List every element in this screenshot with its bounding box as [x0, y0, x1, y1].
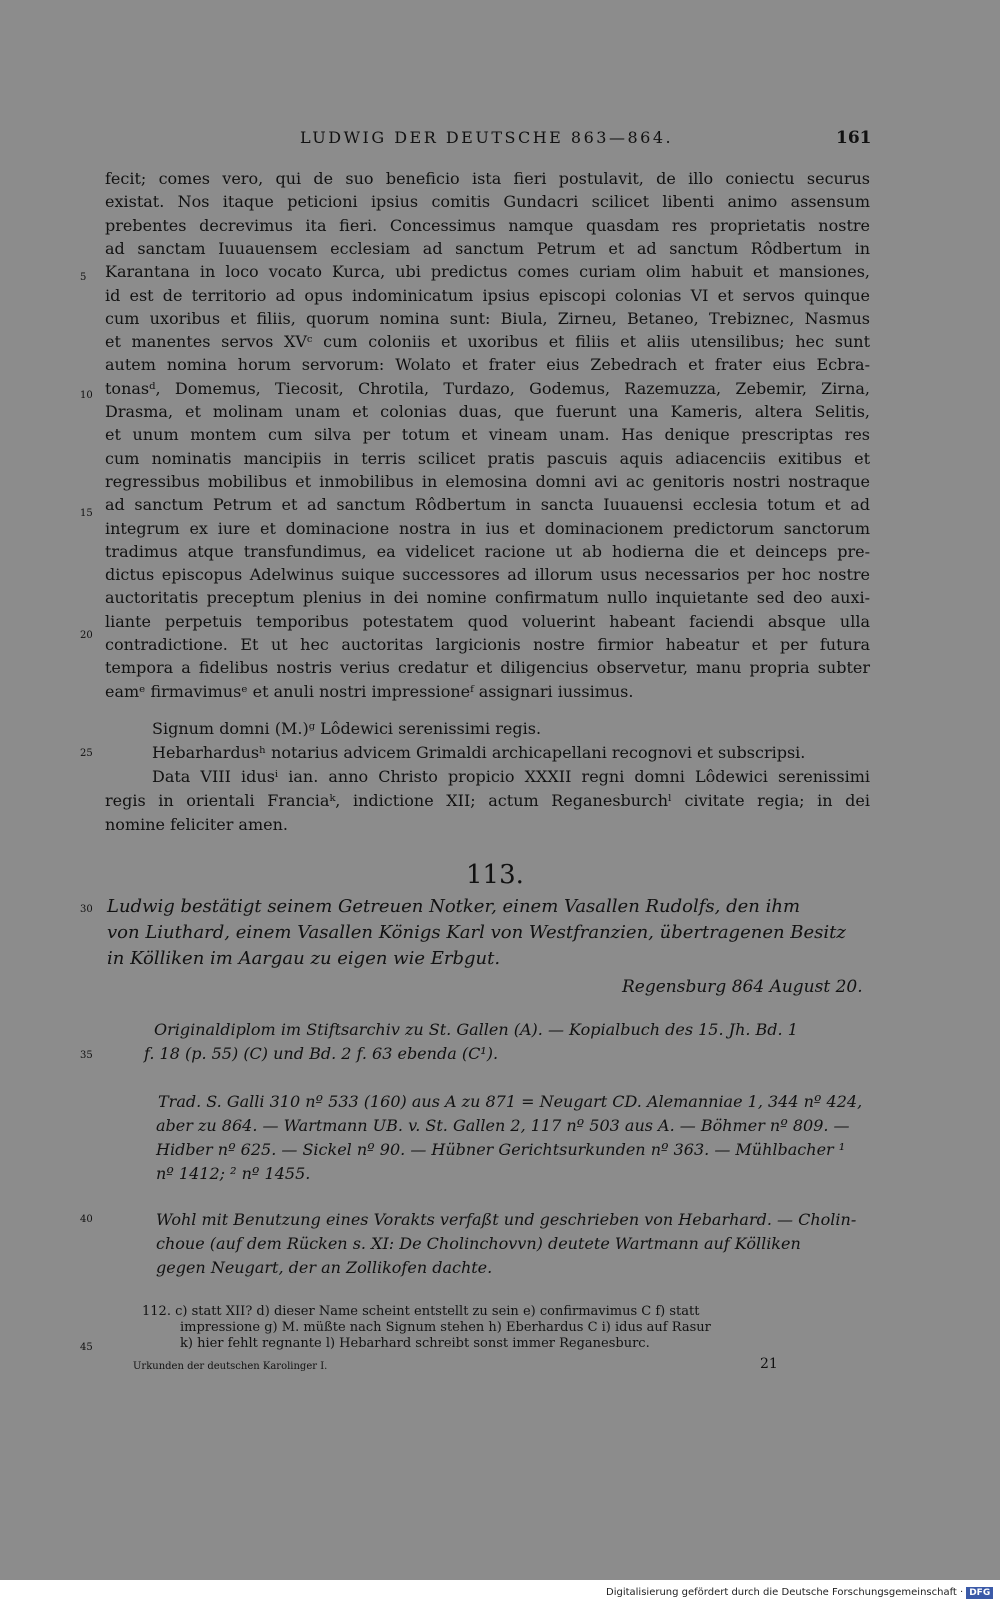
charter-line: eamᵉ firmavimusᵉ et anuli nostri impressioneᶠ assignari iussimus.	[105, 681, 634, 701]
page-number: 161	[836, 128, 872, 148]
margin-number: 45	[80, 1342, 93, 1353]
digitization-footer	[606, 1587, 993, 1599]
charter-line: auctoritatis preceptum plenius in dei nomine confirmatum nullo inquietante sed deo auxi-	[105, 588, 870, 608]
margin-number: 40	[80, 1214, 93, 1225]
charter-line: fecit; comes vero, qui de suo beneficio ista fieri postulavit, de illo coniectu securus	[105, 169, 870, 188]
margin-number: 5	[80, 272, 87, 283]
data-line-3: nomine feliciter amen.	[105, 815, 288, 834]
commentary-line-3: gegen Neugart, der an Zollikofen dachte.	[156, 1258, 493, 1277]
charter-line: cum uxoribus et filiis, quorum nomina sunt: Biula, Zirneu, Betaneo, Trebiznec, Nasmus	[105, 308, 870, 328]
recognition-line: Hebarhardusʰ notarius advicem Grimaldi archicapellani recognovi et subscripsi.	[152, 743, 806, 762]
literature-line-2: aber zu 864. — Wartmann UB. v. St. Gallen 2, 117 nº 503 aus A. — Böhmer nº 809. —	[156, 1116, 850, 1135]
source-line-1: Originaldiplom im Stiftsarchiv zu St. Gallen (A). — Kopialbuch des 15. Jh. Bd. 1	[154, 1020, 798, 1039]
commentary-line-1: Wohl mit Benutzung eines Vorakts verfaßt und geschrieben von Hebarhard. — Cholin-	[156, 1210, 857, 1229]
footnote-line-1: 112. c) statt XII? d) dieser Name scheint entstellt zu sein e) confirmavimus C f) statt	[142, 1304, 700, 1319]
charter-line: integrum ex iure et dominacione nostra in ius et dominacionem predictorum sanctorum	[105, 518, 870, 538]
charter-line: Drasma, et molinam unam et colonias duas, que fuerunt una Kameris, altera Selitis,	[105, 402, 870, 421]
signature-mark: Urkunden der deutschen Karolinger I.	[133, 1361, 328, 1372]
margin-number: 30	[80, 904, 93, 915]
charter-line: liante perpetuis temporibus potestatem quod voluerint habeant faciendi absque ulla	[105, 611, 870, 631]
regest-line-1: Ludwig bestätigt seinem Getreuen Notker, einem Vasallen Rudolfs, den ihm	[107, 896, 801, 917]
margin-number: 20	[80, 630, 93, 641]
document-number: 113.	[466, 860, 524, 890]
data-line-2: regis in orientali Franciaᵏ, indictione XII; actum Reganesburchˡ civitate regia; in dei	[105, 791, 870, 810]
charter-line: existat. Nos itaque peticioni ipsius comitis Gundacri scilicet libenti animo assensum	[105, 192, 870, 212]
charter-line: autem nomina horum servorum: Wolato et frater eius Zebedrach et frater eius Ecbra-	[105, 355, 870, 375]
charter-line: cum nominatis mancipiis in terris scilicet pratis pascuis aquis adiacenciis exitibus et	[105, 448, 870, 468]
charter-line: contradictione. Et ut hec auctoritas largicionis nostre firmior habeatur et per futura	[105, 635, 870, 654]
dfg-logo: DFG	[966, 1587, 993, 1599]
charter-line: et manentes servos XVᶜ cum coloniis et uxoribus et filiis et aliis utensilibus; hec sunt	[105, 332, 870, 352]
charter-line: ad sanctum Petrum et ad sanctum Rôdbertum in sancta Iuuauensi ecclesia totum et ad	[105, 495, 870, 515]
charter-line: tonasᵈ, Domemus, Tiecosit, Chrotila, Turdazo, Godemus, Razemuzza, Zebemir, Zirna,	[105, 378, 870, 398]
charter-line: et unum montem cum silva per totum et vineam unam. Has denique prescriptas res	[105, 425, 870, 445]
charter-line: ad sanctam Iuuauensem ecclesiam ad sanctum Petrum et ad sanctum Rôdbertum in	[105, 238, 870, 258]
charter-line: dictus episcopus Adelwinus suique successores ad illorum usus necessarios per hoc nostre	[105, 565, 870, 585]
footnote-line-3: k) hier fehlt regnante l) Hebarhard schreibt sonst immer Reganesburc.	[180, 1336, 650, 1351]
charter-line: regressibus mobilibus et inmobilibus in elemosina domni avi ac genitoris nostri nostraque	[105, 471, 870, 491]
literature-line-3: Hidber nº 625. — Sickel nº 90. — Hübner Gerichtsurkunden nº 363. — Mühlbacher ¹	[156, 1140, 846, 1159]
footnote-line-2: impressione g) M. müßte nach Signum stehen h) Eberhardus C i) idus auf Rasur	[180, 1320, 711, 1335]
regest-line-2: von Liuthard, einem Vasallen Königs Karl von Westfranzien, übertragenen Besitz	[107, 922, 846, 943]
running-title: LUDWIG DER DEUTSCHE 863—864.	[300, 128, 674, 147]
source-line-2: f. 18 (p. 55) (C) und Bd. 2 f. 63 ebenda (C¹).	[144, 1044, 499, 1063]
margin-number: 10	[80, 390, 93, 401]
data-line-1: Data VIII idusⁱ ian. anno Christo propicio XXXII regni domni Lôdewici serenissimi	[152, 767, 870, 786]
regest-line-3: in Kölliken im Aargau zu eigen wie Erbgut.	[107, 948, 501, 969]
charter-line: Karantana in loco vocato Kurca, ubi predictus comes curiam olim habuit et mansiones,	[105, 262, 870, 282]
charter-line: id est de territorio ad opus indominicatum ipsius episcopi colonias VI et servos quinque	[105, 285, 870, 305]
literature-line-4: nº 1412; ² nº 1455.	[156, 1164, 311, 1183]
margin-number: 25	[80, 748, 93, 759]
charter-line: tempora a fidelibus nostris verius credatur et diligencius observetur, manu propria subter	[105, 658, 870, 678]
margin-number: 15	[80, 508, 93, 519]
charter-line: prebentes decrevimus ita fieri. Concessimus namque quasdam res proprietatis nostre	[105, 215, 870, 235]
signum-line: Signum domni (M.)ᵍ Lôdewici serenissimi regis.	[152, 719, 542, 738]
margin-number: 35	[80, 1050, 93, 1061]
footer-text: Digitalisierung gefördert durch die Deutsche Forschungsgemeinschaft ·	[606, 1587, 964, 1598]
signature-number: 21	[760, 1356, 778, 1372]
commentary-line-2: choue (auf dem Rücken s. XI: De Cholinchovvn) deutete Wartmann auf Kölliken	[156, 1234, 801, 1253]
charter-line: tradimus atque transfundimus, ea videlicet racione ut ab hodierna die et deinceps pre-	[105, 541, 870, 561]
date-place: Regensburg 864 August 20.	[622, 977, 863, 997]
literature-line-1: Trad. S. Galli 310 nº 533 (160) aus A zu 871 = Neugart CD. Alemanniae 1, 344 nº 424,	[158, 1092, 863, 1111]
